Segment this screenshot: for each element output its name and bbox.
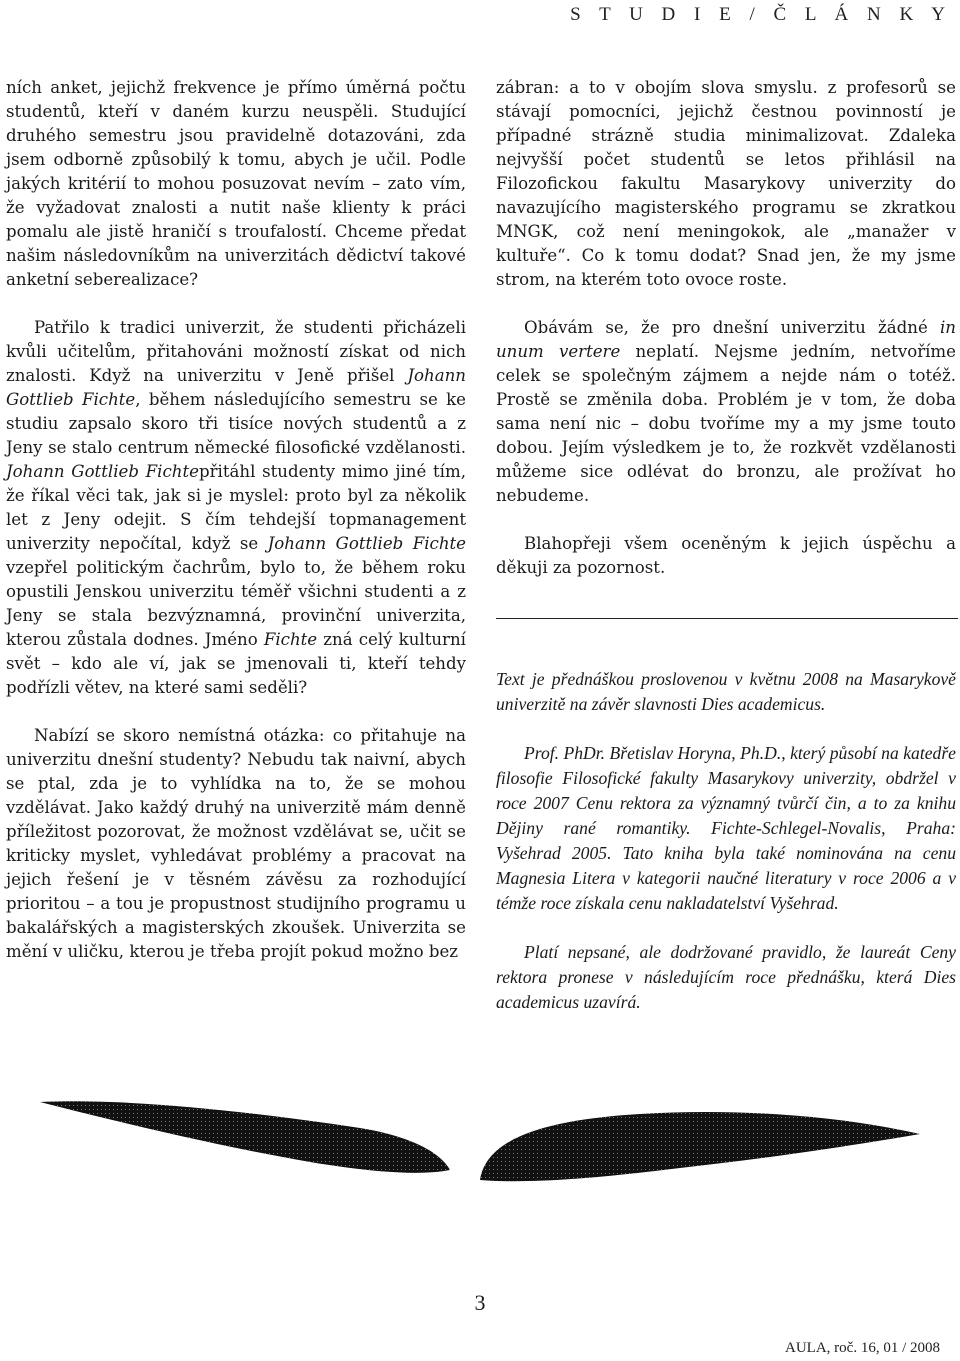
left-column (6, 76, 466, 964)
name-fichte-2: Johann Gottlieb Fichte (6, 462, 199, 481)
note-author: Prof. PhDr. Břetislav Horyna, Ph.D., který působí na katedře filosofie Filosofické fakulty Masarykovy univerzity, obdržel v roce 2007 Cenu rektora za významný tvůrčí čin, a to za knihu Dějiny rané romantiky. Fichte-Schlegel-Novalis, Praha: Vyšehrad 2005. Tato kniha byla také nominována na cenu Magnesia Litera v kategorii naučné literatury v roce 2006 a v témže roce získala cenu nakladatelství Vyšehrad. (496, 743, 956, 913)
journal-footer: AULA, roč. 16, 01 / 2008 (785, 1340, 940, 1356)
right-paragraph-1: zábran: a to v obojím slova smyslu. z profesorů se stávají pomocníci, jejichž čestnou povinností je případné strázně studia minimalizovat. Zdaleka nejvyšší počet studentů se letos přihlásil na Filozofickou fakultu Masarykovy univerzity do navazujícího magisterského programu se zkratkou MNGK, což není meningokok, ale „manažer v kultuře“. Co k tomu dodat? Snad jen, že my jsme strom, na kterém toto ovoce roste. (496, 78, 956, 289)
page-number: 3 (474, 1290, 486, 1315)
right-paragraph-3: Blahopřeji všem oceněným k jejich úspěchu a děkuji za pozornost. (496, 534, 956, 577)
name-fichte-1: Johann Gottlieb Fichte (6, 366, 466, 409)
name-fichte-3: Johann Gottlieb Fichte (267, 534, 466, 553)
right-paragraph-2: Obávám se, že pro dnešní univerzitu žádné in unum vertere neplatí. Nejsme jedním, netvoříme celek se společným zájmem a nejde nám o totéž. Prostě se změnila doba. Problém je v tom, že doba sama není nic – dobu tvoříme my a my jsme touto dobou. Jejím výsledkem je to, že rozkvět vzdělanosti můžeme sice odlévat do bronzu, ale prožívat ho nebudeme. (496, 318, 956, 505)
left-paragraph-3: Nabízí se skoro nemístná otázka: co přitahuje na univerzitu dnešní studenty? Nebudu tak naivní, abych se ptal, zda je to vyhlídka na to, že se mohou vzdělávat. Jako každý druhý na univerzitě mám denně příležitost pozorovat, že možnost vzdělávat se, učit se kriticky myslet, vyhledávat problémy a pracovat na jejich řešení je v těsném závěsu za rozhodující prioritou – a tou je propustnost studijního programu u bakalářských a magisterských zkoušek. Univerzita se mění v uličku, kterou je třeba projít pokud možno bez (6, 726, 466, 961)
section-header: S T U D I E / Č L Á N K Y (570, 4, 952, 25)
note-tradition: Platí nepsané, ale dodržované pravidlo, že laureát Ceny rektora pronese v následujícím roce přednášku, která Dies academicus uzavírá. (496, 942, 956, 1012)
divider-rule (496, 618, 958, 619)
note-lecture: Text je přednáškou proslovenou v květnu 2008 na Masarykově univerzitě na závěr slavnosti Dies academicus. (496, 669, 956, 714)
brush-stroke-left (40, 1101, 450, 1173)
name-fichte-4: Fichte (263, 630, 318, 649)
brush-stroke-illustration (40, 1080, 920, 1190)
left-paragraph-2: Patřilo k tradici univerzit, že studenti přicházeli kvůli učitelům, přitahováni možností získat od nich znalosti. Když na univerzitu v Jeně přišel Johann Gottlieb Fichte, během následujícího semestru se ke studiu zapsalo skoro tři tisíce nových studentů a z Jeny se stalo centrum německé filosofické vzdělanosti. Johann Gottlieb Fichtepřitáhl studenty mimo jiné tím, že říkal věci tak, jak si je myslel: proto byl za několik let z Jeny odejit. S čím tehdejší topmanagement univerzity nepočítal, když se Johann Gottlieb Fichte vzepřel politickým čachrům, bylo to, že během roku opustili Jenskou univerzitu téměř všichni studenti a z Jeny se stala bezvýznamná, provinční univerzita, kterou zůstala dodnes. Jméno Fichte zná celý kulturní svět – kdo ale ví, jak se jmenovali ti, kteří tehdy podřízli větev, na které sami seděli? (6, 318, 466, 697)
left-paragraph-1: ních anket, jejichž frekvence je přímo úměrná počtu studentů, kteří v daném kurzu neuspěli. Studující druhého semestru jsou pravidelně dotazováni, zda jsem odborně způsobilý k tomu, abych je učil. Podle jakých kritérií to mohou posuzovat nevím – zato vím, že vyžadovat znalosti a nutit naše klienty k práci pomalu ale jistě hraničí s troufalostí. Chceme předat našim následovníkům na univerzitách dědictví takové anketní seberealizace? (6, 78, 466, 289)
latin-phrase: in unum vertere (496, 318, 956, 361)
brush-stroke-right (480, 1112, 920, 1181)
right-column (496, 76, 956, 1015)
